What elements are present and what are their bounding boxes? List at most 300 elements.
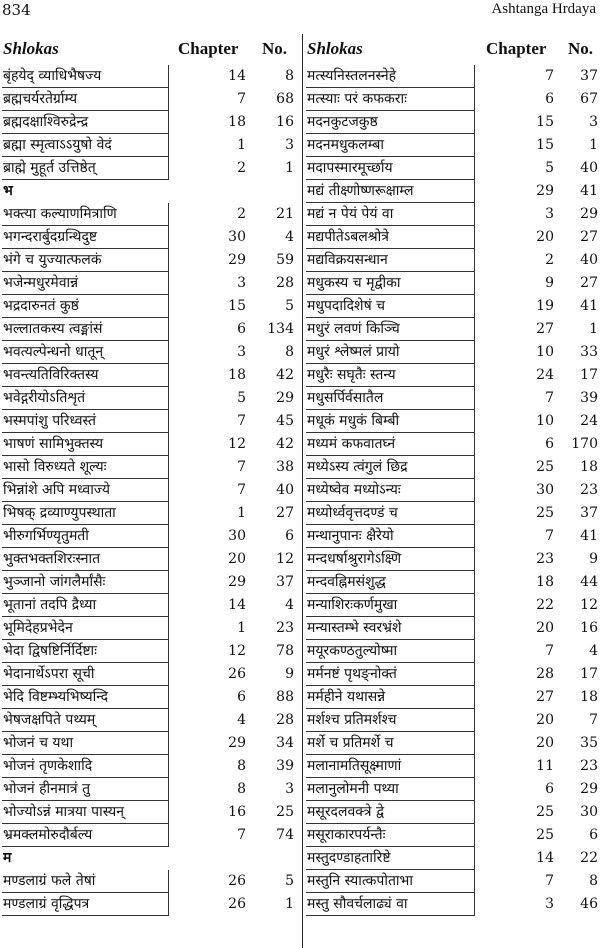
index-row [306,663,598,686]
shloka-text: मस्तुनि स्यात्कपोताभा [307,873,414,889]
cell-divider [168,433,169,456]
cell-divider [168,387,169,410]
cell-divider [168,732,169,755]
cell-divider [168,456,169,479]
index-row [2,732,298,755]
shloka-number: 35 [580,735,598,751]
cell-divider [474,686,475,709]
shloka-number: 21 [276,206,294,222]
index-row [306,755,598,778]
shloka-number: 8 [285,68,294,84]
shloka-text: मध्योर्ध्ववृत्तदण्डं च [307,505,398,521]
shloka-number: 42 [276,436,294,452]
shloka-number: 41 [580,528,598,544]
chapter-number: 7 [545,873,554,889]
shloka-number: 17 [580,367,598,383]
shloka-number: 40 [276,482,294,498]
cell-divider [474,318,475,341]
shloka-number: 1 [589,137,598,153]
shloka-text: भेदानार्थेऽपरा सूची [3,666,95,682]
chapter-number: 28 [536,666,554,682]
shloka-number: 29 [276,390,294,406]
row-underline [306,915,474,916]
shloka-number: 1 [285,160,294,176]
cell-divider [474,341,475,364]
chapter-number: 3 [237,275,246,291]
cell-divider [474,571,475,594]
left-column [2,37,298,916]
shloka-number: 40 [580,160,598,176]
cell-divider [168,801,169,824]
cell-divider [474,433,475,456]
shloka-number: 68 [276,91,294,107]
chapter-number: 7 [237,413,246,429]
index-row [2,548,298,571]
column-separator [302,34,303,948]
shloka-text: भद्रदारुनतं कुष्ठं [3,298,79,314]
chapter-header: Chapter [486,39,547,58]
shloka-text: मद्यं न पेयं पेयं वा [307,206,394,222]
shloka-number: 16 [276,114,294,130]
index-row [2,410,298,433]
index-row [306,134,598,157]
shloka-text: मद्यं तीक्ष्णोष्णरूक्षाम्ल [307,183,414,199]
shloka-text: मधुकस्य च मृद्वीका [307,275,401,291]
no-header: No. [262,39,288,58]
shloka-text: भगन्दरार्बुदग्रन्थिदुष्ट [3,229,98,245]
index-row [306,387,598,410]
index-row [2,226,298,249]
shloka-text: मद्यविक्रयसन्धान [307,252,388,268]
right-column-header [306,37,598,65]
cell-divider [474,88,475,111]
cell-divider [168,663,169,686]
shloka-number: 9 [589,551,598,567]
chapter-number: 7 [545,643,554,659]
chapter-number: 1 [237,505,246,521]
shloka-text: मदनमधुकलम्बा [307,137,384,153]
cell-divider [168,548,169,571]
cell-divider [474,111,475,134]
chapter-number: 26 [228,873,246,889]
shloka-number: 3 [589,114,598,130]
chapter-number: 5 [545,160,554,176]
index-row [306,686,598,709]
section-letter-row [2,847,298,870]
page-number: 834 [2,1,31,19]
shloka-number: 5 [285,873,294,889]
index-row [306,111,598,134]
shloka-number: 23 [580,758,598,774]
shloka-number: 34 [276,735,294,751]
shloka-number: 18 [580,689,598,705]
chapter-number: 30 [228,229,246,245]
shloka-number: 27 [276,505,294,521]
shloka-number: 1 [589,321,598,337]
cell-divider [474,663,475,686]
shloka-text: मत्स्यनिस्तलनस्नेहे [307,68,397,84]
chapter-number: 7 [237,459,246,475]
cell-divider [168,617,169,640]
shloka-number: 12 [276,551,294,567]
shloka-text: मर्शश्च प्रतिमर्शश्च [307,712,397,728]
shloka-text: मध्येऽस्य त्वंगुलं छिद्र [307,459,408,475]
chapter-number: 2 [237,206,246,222]
chapter-number: 27 [536,321,554,337]
index-row [306,157,598,180]
index-row [306,295,598,318]
cell-divider [474,617,475,640]
cell-divider [168,778,169,801]
shloka-text: बृंहयेद् व्याधिभैषज्य [3,68,102,84]
shloka-number: 23 [276,620,294,636]
index-row [2,755,298,778]
shloka-number: 59 [276,252,294,268]
shloka-number: 4 [285,229,294,245]
chapter-number: 6 [545,436,554,452]
shloka-text: मधुरं लवणं किञ्चि [307,321,400,337]
chapter-number: 15 [536,114,554,130]
shloka-text: मसूराकारपर्यन्तैः [307,827,386,843]
chapter-number: 19 [536,298,554,314]
shloka-number: 3 [285,137,294,153]
index-row [2,157,298,180]
shloka-number: 46 [580,896,598,912]
chapter-number: 3 [545,206,554,222]
shloka-text: मस्तुदण्डाहतारिष्टे [307,850,391,866]
section-letter: भ [3,183,13,199]
shloka-number: 1 [285,896,294,912]
cell-divider [168,134,169,157]
shloka-number: 7 [589,712,598,728]
no-header: No. [568,39,594,58]
shloka-number: 8 [589,873,598,889]
shloka-text: मदापस्मारमूर्च्छाय [307,160,393,176]
shloka-number: 28 [276,712,294,728]
shloka-number: 23 [580,482,598,498]
chapter-number: 6 [545,91,554,107]
cell-divider [474,249,475,272]
shloka-text: ब्रह्मा स्मृत्वाऽऽयुषो वेदं [3,137,112,153]
chapter-number: 1 [237,620,246,636]
shloka-text: मर्शे च प्रतिमर्शे च [307,735,394,751]
shloka-number: 41 [580,298,598,314]
cell-divider [168,870,169,893]
chapter-number: 12 [228,436,246,452]
chapter-number: 26 [228,666,246,682]
shloka-text: भेदा द्विषष्टिर्निर्दिष्टाः [3,643,98,659]
shloka-number: 9 [285,666,294,682]
shloka-number: 18 [580,459,598,475]
chapter-number: 18 [536,574,554,590]
shloka-text: भिन्नांशे अपि मध्वाज्ये [3,482,110,498]
chapter-number: 16 [228,804,246,820]
shlokas-header: Shlokas [307,39,363,58]
cell-divider [168,203,169,226]
shloka-number: 41 [580,183,598,199]
right-column [306,37,598,916]
chapter-number: 14 [228,597,246,613]
index-row [2,663,298,686]
cell-divider [474,525,475,548]
shloka-text: भंगे च युज्यात्फलकं [3,252,102,268]
index-row [2,433,298,456]
chapter-number: 26 [228,896,246,912]
cell-divider [474,594,475,617]
shloka-text: भोजनं च यथा [3,735,74,751]
shloka-number: 5 [285,298,294,314]
index-row [2,249,298,272]
shloka-text: भल्लातकस्य त्वङ्मांसं [3,321,103,337]
chapter-number: 22 [536,597,554,613]
left-column-header [2,37,298,65]
index-row [306,502,598,525]
shloka-number: 37 [276,574,294,590]
chapter-number: 29 [228,735,246,751]
shloka-number: 33 [580,344,598,360]
cell-divider [168,824,169,847]
shloka-number: 27 [580,229,598,245]
chapter-number: 29 [228,574,246,590]
index-row [306,479,598,502]
cell-divider [474,272,475,295]
shloka-text: मलानामतिसूक्ष्माणां [307,758,402,774]
index-row [2,571,298,594]
index-row [306,410,598,433]
cell-divider [474,295,475,318]
chapter-number: 18 [228,114,246,130]
cell-divider [168,65,169,88]
cell-divider [474,180,475,203]
shloka-number: 8 [285,344,294,360]
cell-divider [474,801,475,824]
shloka-number: 78 [276,643,294,659]
index-row [306,88,598,111]
shloka-number: 74 [276,827,294,843]
index-row [306,249,598,272]
shloka-text: मयूरकण्ठतुल्योष्मा [307,643,398,659]
chapter-number: 25 [536,505,554,521]
shloka-number: 27 [580,275,598,291]
shloka-text: मधुसर्पिर्वसातैल [307,390,384,406]
chapter-number: 18 [228,367,246,383]
chapter-number: 29 [536,183,554,199]
shloka-text: भवन्त्यतिविरिक्तस्य [3,367,99,383]
cell-divider [168,226,169,249]
cell-divider [168,272,169,295]
cell-divider [474,893,475,916]
index-row [2,456,298,479]
chapter-number: 25 [536,827,554,843]
chapter-number: 7 [545,528,554,544]
chapter-number: 7 [237,91,246,107]
shloka-text: ब्राह्मे मुहूर्त उत्तिष्ठेत् [3,160,96,176]
shloka-text: मध्येष्वेव मध्योऽन्यः [307,482,401,498]
chapter-number: 27 [536,689,554,705]
cell-divider [168,157,169,180]
shloka-text: भूतानां तदपि द्रैध्या [3,597,97,613]
chapter-number: 3 [237,344,246,360]
cell-divider [474,824,475,847]
shloka-number: 6 [285,528,294,544]
shloka-text: भिषक् द्रव्याण्युपस्थाता [3,505,116,521]
shloka-text: भोजनं तृणकेशादि [3,758,93,774]
shloka-text: मधुरं श्लेष्मलं प्रायो [307,344,400,360]
index-row [2,801,298,824]
cell-divider [168,111,169,134]
index-row [2,272,298,295]
shloka-number: 134 [267,321,294,337]
chapter-number: 12 [228,643,246,659]
shlokas-header: Shlokas [3,39,59,58]
cell-divider [168,479,169,502]
shloka-number: 170 [571,436,598,452]
chapter-number: 7 [237,827,246,843]
index-row [306,433,598,456]
chapter-number: 6 [545,781,554,797]
chapter-number: 2 [237,160,246,176]
chapter-number: 20 [536,229,554,245]
chapter-number: 10 [536,413,554,429]
shloka-text: भासो विरुध्यते शूल्यः [3,459,107,475]
shloka-number: 39 [580,390,598,406]
cell-divider [168,341,169,364]
chapter-number: 25 [536,804,554,820]
chapter-number: 20 [536,620,554,636]
shloka-number: 12 [580,597,598,613]
shloka-text: मन्यास्तम्भे स्वरभ्रंशे [307,620,402,636]
shloka-number: 24 [580,413,598,429]
cell-divider [474,479,475,502]
cell-divider [474,157,475,180]
shloka-number: 22 [580,850,598,866]
shloka-text: मन्दवह्निमसंशुद्ध [307,574,386,590]
index-row [306,525,598,548]
shloka-number: 4 [285,597,294,613]
index-row [2,341,298,364]
shloka-text: भक्त्या कल्याणमित्राणि [3,206,117,222]
chapter-number: 14 [536,850,554,866]
cell-divider [474,709,475,732]
index-row [306,640,598,663]
chapter-number: 20 [536,712,554,728]
index-row [2,525,298,548]
shloka-text: भोजनं हीनमात्रं तु [3,781,91,797]
shloka-text: भुक्तभक्तशिरःस्नात [3,551,101,567]
shloka-text: मण्डलाग्रं फले तेषां [3,873,96,889]
shloka-text: मन्याशिरःकर्णमुखा [307,597,398,613]
shloka-number: 67 [580,91,598,107]
shloka-text: ब्रह्मदक्षाश्विरुद्रेन्द्र [3,114,89,130]
index-row [2,479,298,502]
chapter-number: 20 [228,551,246,567]
shloka-text: भाषणं सामिभुक्तस्य [3,436,104,452]
shloka-number: 17 [580,666,598,682]
cell-divider [474,870,475,893]
shloka-number: 37 [580,505,598,521]
cell-divider [168,640,169,663]
index-row [2,364,298,387]
shloka-text: भ्रमक्लमोरुदौर्बल्य [3,827,93,843]
chapter-number: 30 [536,482,554,498]
cell-divider [168,571,169,594]
shloka-text: भवेद्गरीयोऽतिशृतं [3,390,86,406]
cell-divider [168,410,169,433]
cell-divider [474,755,475,778]
index-row [306,778,598,801]
chapter-number: 7 [237,482,246,498]
index-row [306,180,598,203]
cell-divider [474,410,475,433]
index-row [306,65,598,88]
cell-divider [474,65,475,88]
shloka-number: 42 [276,367,294,383]
shloka-text: भीरुगर्भिण्यृतुमती [3,528,89,544]
chapter-number: 11 [536,758,554,774]
index-row [306,548,598,571]
index-row [306,824,598,847]
shloka-text: मर्महीने यथासन्ने [307,689,386,705]
shloka-text: भेषजक्षपिते पथ्यम् [3,712,96,728]
shloka-text: मधुरैः सघृतैः स्तन्य [307,367,396,383]
index-row [2,65,298,88]
chapter-number: 10 [536,344,554,360]
chapter-number: 3 [545,896,554,912]
chapter-number: 7 [545,68,554,84]
right-index-list [306,65,598,916]
index-row [306,571,598,594]
cell-divider [168,88,169,111]
chapter-number: 9 [545,275,554,291]
shloka-number: 30 [580,804,598,820]
shloka-number: 39 [276,758,294,774]
index-row [2,502,298,525]
cell-divider [168,686,169,709]
index-row [306,272,598,295]
cell-divider [168,295,169,318]
index-row [2,870,298,893]
shloka-number: 40 [580,252,598,268]
index-row [306,594,598,617]
section-letter: म [3,850,12,866]
chapter-number: 14 [228,68,246,84]
cell-divider [168,318,169,341]
index-row [306,617,598,640]
shloka-text: भजेन्मधुरमेवान्नं [3,275,79,291]
shloka-text: भूमिदेहप्रभेदेन [3,620,73,636]
shloka-text: ब्रह्मचर्यरतेर्ग्राम्य [3,91,78,107]
index-row [2,640,298,663]
section-letter-row [2,180,298,203]
chapter-number: 24 [536,367,554,383]
shloka-number: 45 [276,413,294,429]
shloka-number: 25 [276,804,294,820]
shloka-text: मस्तु सौवर्चलाढ्यं वा [307,896,408,912]
shloka-text: भेदि विष्टम्भ्यभिष्यन्दि [3,689,109,705]
index-row [306,203,598,226]
cell-divider [168,594,169,617]
index-row [2,318,298,341]
cell-divider [168,502,169,525]
cell-divider [168,893,169,916]
cell-divider [474,226,475,249]
chapter-number: 8 [237,781,246,797]
index-row [2,686,298,709]
cell-divider [474,203,475,226]
index-row [2,709,298,732]
row-underline [2,915,168,916]
shloka-number: 38 [276,459,294,475]
